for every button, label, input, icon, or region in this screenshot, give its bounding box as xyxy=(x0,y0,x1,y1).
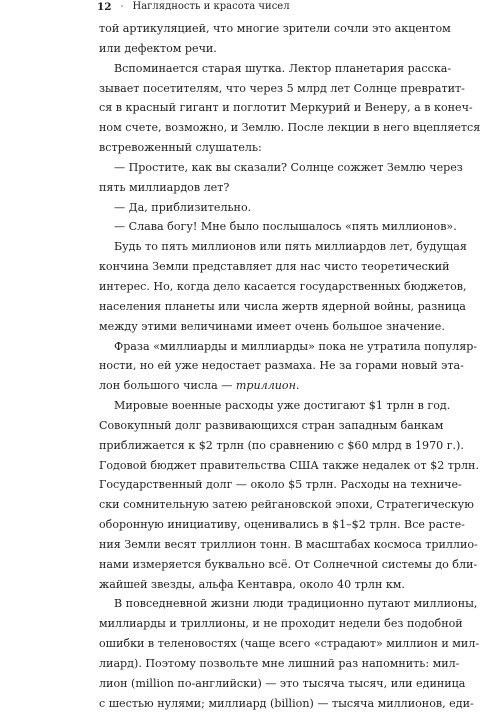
text-line: ном счете, возможно, и Землю. После лекции в него вцепляется xyxy=(99,121,481,135)
text-line: ния Земли весят триллион тонн. В масштабах космоса триллио- xyxy=(99,537,478,551)
text-line: лион (million по-английски) — это тысяча тысяч, или единица xyxy=(99,676,466,690)
text-line: интерес. Но, когда дело касается государственных бюджетов, xyxy=(99,279,467,293)
text-line: лиард). Поэтому позвольте мне лишний раз напомнить: мил- xyxy=(99,657,460,670)
running-title: Наглядность и красота чисел xyxy=(132,1,290,12)
text-line: с шестью нулями; миллиард (billion) — тысяча миллионов, еди- xyxy=(99,696,474,710)
text-line: Мировые военные расходы уже достигают $1 трлн в год. xyxy=(114,399,451,413)
text-line: приближается к $2 трлн (по сравнению с $60 млрд в 1970 г.). xyxy=(99,438,464,452)
text-line: Фраза «миллиарды и миллиарды» пока не утратила популяр- xyxy=(114,339,478,353)
text-line: встревоженный слушатель: xyxy=(99,141,262,155)
text-line: ности, но ей уже недостает размаха. Не за горами новый эта- xyxy=(99,359,464,373)
text-line xyxy=(99,376,407,396)
text-line-segment: . xyxy=(295,379,300,393)
text-line: миллиарды и триллионы, и не проходит недели без подобной xyxy=(99,617,463,631)
page-header xyxy=(97,1,290,13)
text-line-segment: лон большого числа — xyxy=(99,379,236,393)
text-line: В повседневной жизни люди традиционно путают миллионы, xyxy=(114,597,478,611)
body-text xyxy=(99,19,481,714)
emphasized-term: триллион xyxy=(235,379,296,393)
text-line: той артикуляцией, что многие зрители сочли это акцентом xyxy=(99,22,451,35)
text-line: ся в красный гигант и поглотит Меркурий и Венеру, а в конеч- xyxy=(99,101,473,115)
text-line: — Да, приблизительно. xyxy=(114,200,252,214)
header-separator: · xyxy=(120,2,124,12)
text-line: Совокупный долг развивающихся стран западным банкам xyxy=(99,418,444,432)
text-line: нами измеряется буквально всё. От Солнечной системы до бли- xyxy=(99,557,478,571)
text-line: пять миллиардов лет? xyxy=(99,180,230,194)
text-line: или дефектом речи. xyxy=(99,41,217,55)
text-line: кончина Земли представляет для нас чисто теоретический xyxy=(99,260,450,274)
text-line: между этими величинами имеет очень большое значение. xyxy=(99,319,445,333)
text-line: Государственный долг — около $5 трлн. Расходы на техниче- xyxy=(99,478,462,492)
text-line: Будь то пять миллионов или пять миллиардов лет, будущая xyxy=(114,240,467,254)
text-line: населения планеты или числа жертв ядерной войны, разница xyxy=(99,299,466,313)
text-line: Годовой бюджет правительства США также недалек от $2 трлн. xyxy=(99,458,479,472)
page-number: 12 xyxy=(97,1,112,13)
text-line: ошибки в теленовостях (чаще всего «страдают» миллион и мил- xyxy=(99,637,480,651)
text-line: — Слава богу! Мне было послышалось «пять миллионов». xyxy=(114,220,457,234)
text-line: — Простите, как вы сказали? Солнце сожжет Землю через xyxy=(114,160,463,174)
text-line: оборонную инициативу, оценивались в $1–$2 трлн. Все расте- xyxy=(99,518,465,532)
text-line: Вспоминается старая шутка. Лектор планетария расска- xyxy=(114,61,452,75)
text-line: ски сомнительную затею рейгановской эпохи, Стратегическую xyxy=(99,498,474,512)
text-line: зывает посетителям, что через 5 млрд лет Солнце превратит- xyxy=(99,81,465,95)
text-line: жайшей звезды, альфа Кентавра, около 40 трлн км. xyxy=(99,577,405,591)
